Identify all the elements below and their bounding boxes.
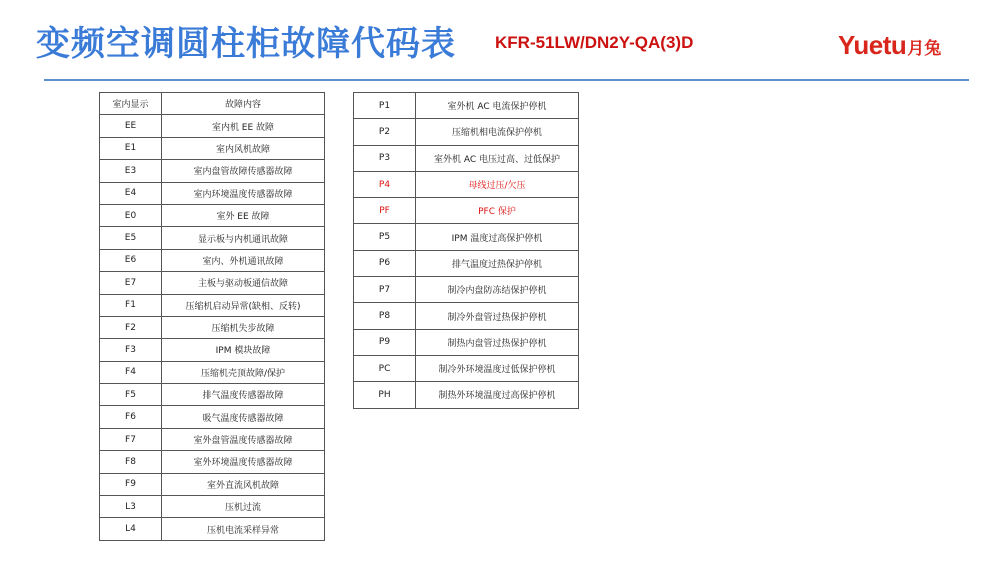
table-row — [100, 115, 325, 137]
fault-description: 室外直流风机故障 — [162, 473, 325, 495]
table-row — [354, 250, 579, 276]
fault-code: E4 — [100, 182, 162, 204]
table-row — [100, 272, 325, 294]
table-row — [100, 249, 325, 271]
fault-description: 制热内盘管过热保护停机 — [416, 329, 579, 355]
fault-code-table-left — [99, 92, 325, 541]
fault-description: 压缩机启动异常(缺相、反转) — [162, 294, 325, 316]
fault-code: E0 — [100, 204, 162, 226]
header-divider — [44, 79, 969, 81]
page-title: 变频空调圆柱柜故障代码表 — [36, 24, 456, 64]
table-row — [354, 224, 579, 250]
table-row — [354, 355, 579, 381]
fault-code: P1 — [354, 93, 416, 119]
table-row — [354, 145, 579, 171]
table-row — [100, 339, 325, 361]
fault-description: 排气温度传感器故障 — [162, 384, 325, 406]
fault-code: E1 — [100, 137, 162, 159]
fault-description: 室外盘管温度传感器故障 — [162, 428, 325, 450]
fault-description: 室内风机故障 — [162, 137, 325, 159]
fault-code: P5 — [354, 224, 416, 250]
fault-description: 压缩机失步故障 — [162, 316, 325, 338]
fault-code: E3 — [100, 160, 162, 182]
table-row — [354, 277, 579, 303]
table-row — [354, 119, 579, 145]
fault-description: 制冷外盘管过热保护停机 — [416, 303, 579, 329]
fault-description: 室外机 AC 电流保护停机 — [416, 93, 579, 119]
fault-code: F4 — [100, 361, 162, 383]
fault-code: PC — [354, 355, 416, 381]
fault-description: 室内机 EE 故障 — [162, 115, 325, 137]
logo-text-cn: 月兔 — [907, 39, 942, 58]
fault-code: P4 — [354, 171, 416, 197]
fault-description: 显示板与内机通讯故障 — [162, 227, 325, 249]
fault-description: 排气温度过热保护停机 — [416, 250, 579, 276]
fault-code: F5 — [100, 384, 162, 406]
table-row — [100, 227, 325, 249]
fault-code: PH — [354, 382, 416, 408]
table-row — [100, 451, 325, 473]
table-row — [100, 406, 325, 428]
header-desc: 故障内容 — [162, 93, 325, 115]
table-row — [100, 294, 325, 316]
table-row — [354, 198, 579, 224]
table-row — [354, 303, 579, 329]
brand-logo — [838, 30, 941, 61]
fault-code: P3 — [354, 145, 416, 171]
fault-code: E5 — [100, 227, 162, 249]
model-number: KFR-51LW/DN2Y-QA(3)D — [495, 33, 694, 52]
fault-description: 主板与驱动板通信故障 — [162, 272, 325, 294]
fault-description: 制冷内盘防冻结保护停机 — [416, 277, 579, 303]
fault-description: 室外机 AC 电压过高、过低保护 — [416, 145, 579, 171]
fault-code: P9 — [354, 329, 416, 355]
fault-description: 制冷外环境温度过低保护停机 — [416, 355, 579, 381]
fault-description: 压缩机相电流保护停机 — [416, 119, 579, 145]
fault-description: 母线过压/欠压 — [416, 171, 579, 197]
fault-description: 压机过流 — [162, 496, 325, 518]
fault-code: P2 — [354, 119, 416, 145]
fault-code: P7 — [354, 277, 416, 303]
fault-code: PF — [354, 198, 416, 224]
fault-code: L3 — [100, 496, 162, 518]
fault-description: 室外环境温度传感器故障 — [162, 451, 325, 473]
table-row — [100, 316, 325, 338]
fault-description: 室内环境温度传感器故障 — [162, 182, 325, 204]
fault-code: L4 — [100, 518, 162, 540]
table-row — [100, 473, 325, 495]
table-row — [354, 93, 579, 119]
fault-code: F7 — [100, 428, 162, 450]
table-row — [354, 329, 579, 355]
table-row — [100, 361, 325, 383]
fault-code: F8 — [100, 451, 162, 473]
fault-code: F6 — [100, 406, 162, 428]
table-row — [100, 182, 325, 204]
fault-code: E6 — [100, 249, 162, 271]
fault-code-table-right — [353, 92, 579, 409]
fault-description: 压机电流采样异常 — [162, 518, 325, 540]
fault-description: IPM 温度过高保护停机 — [416, 224, 579, 250]
fault-code: EE — [100, 115, 162, 137]
logo-text-en: Yuetu — [838, 30, 907, 60]
fault-description: IPM 模块故障 — [162, 339, 325, 361]
header-code: 室内显示 — [100, 93, 162, 115]
table-row — [100, 518, 325, 540]
table-header-row — [100, 93, 325, 115]
table-row — [100, 137, 325, 159]
fault-code: F1 — [100, 294, 162, 316]
table-row — [100, 496, 325, 518]
fault-description: 吸气温度传感器故障 — [162, 406, 325, 428]
fault-description: 室内盘管故障传感器故障 — [162, 160, 325, 182]
fault-description: 室外 EE 故障 — [162, 204, 325, 226]
fault-description: 压缩机壳顶故障/保护 — [162, 361, 325, 383]
fault-code: E7 — [100, 272, 162, 294]
table-row — [100, 160, 325, 182]
table-row — [100, 384, 325, 406]
table-row — [100, 428, 325, 450]
fault-description: 制热外环境温度过高保护停机 — [416, 382, 579, 408]
table-row — [354, 171, 579, 197]
table-row — [354, 382, 579, 408]
table-row — [100, 204, 325, 226]
fault-code: P8 — [354, 303, 416, 329]
fault-code: P6 — [354, 250, 416, 276]
fault-code: F9 — [100, 473, 162, 495]
fault-code: F3 — [100, 339, 162, 361]
fault-description: PFC 保护 — [416, 198, 579, 224]
fault-description: 室内、外机通讯故障 — [162, 249, 325, 271]
fault-code: F2 — [100, 316, 162, 338]
